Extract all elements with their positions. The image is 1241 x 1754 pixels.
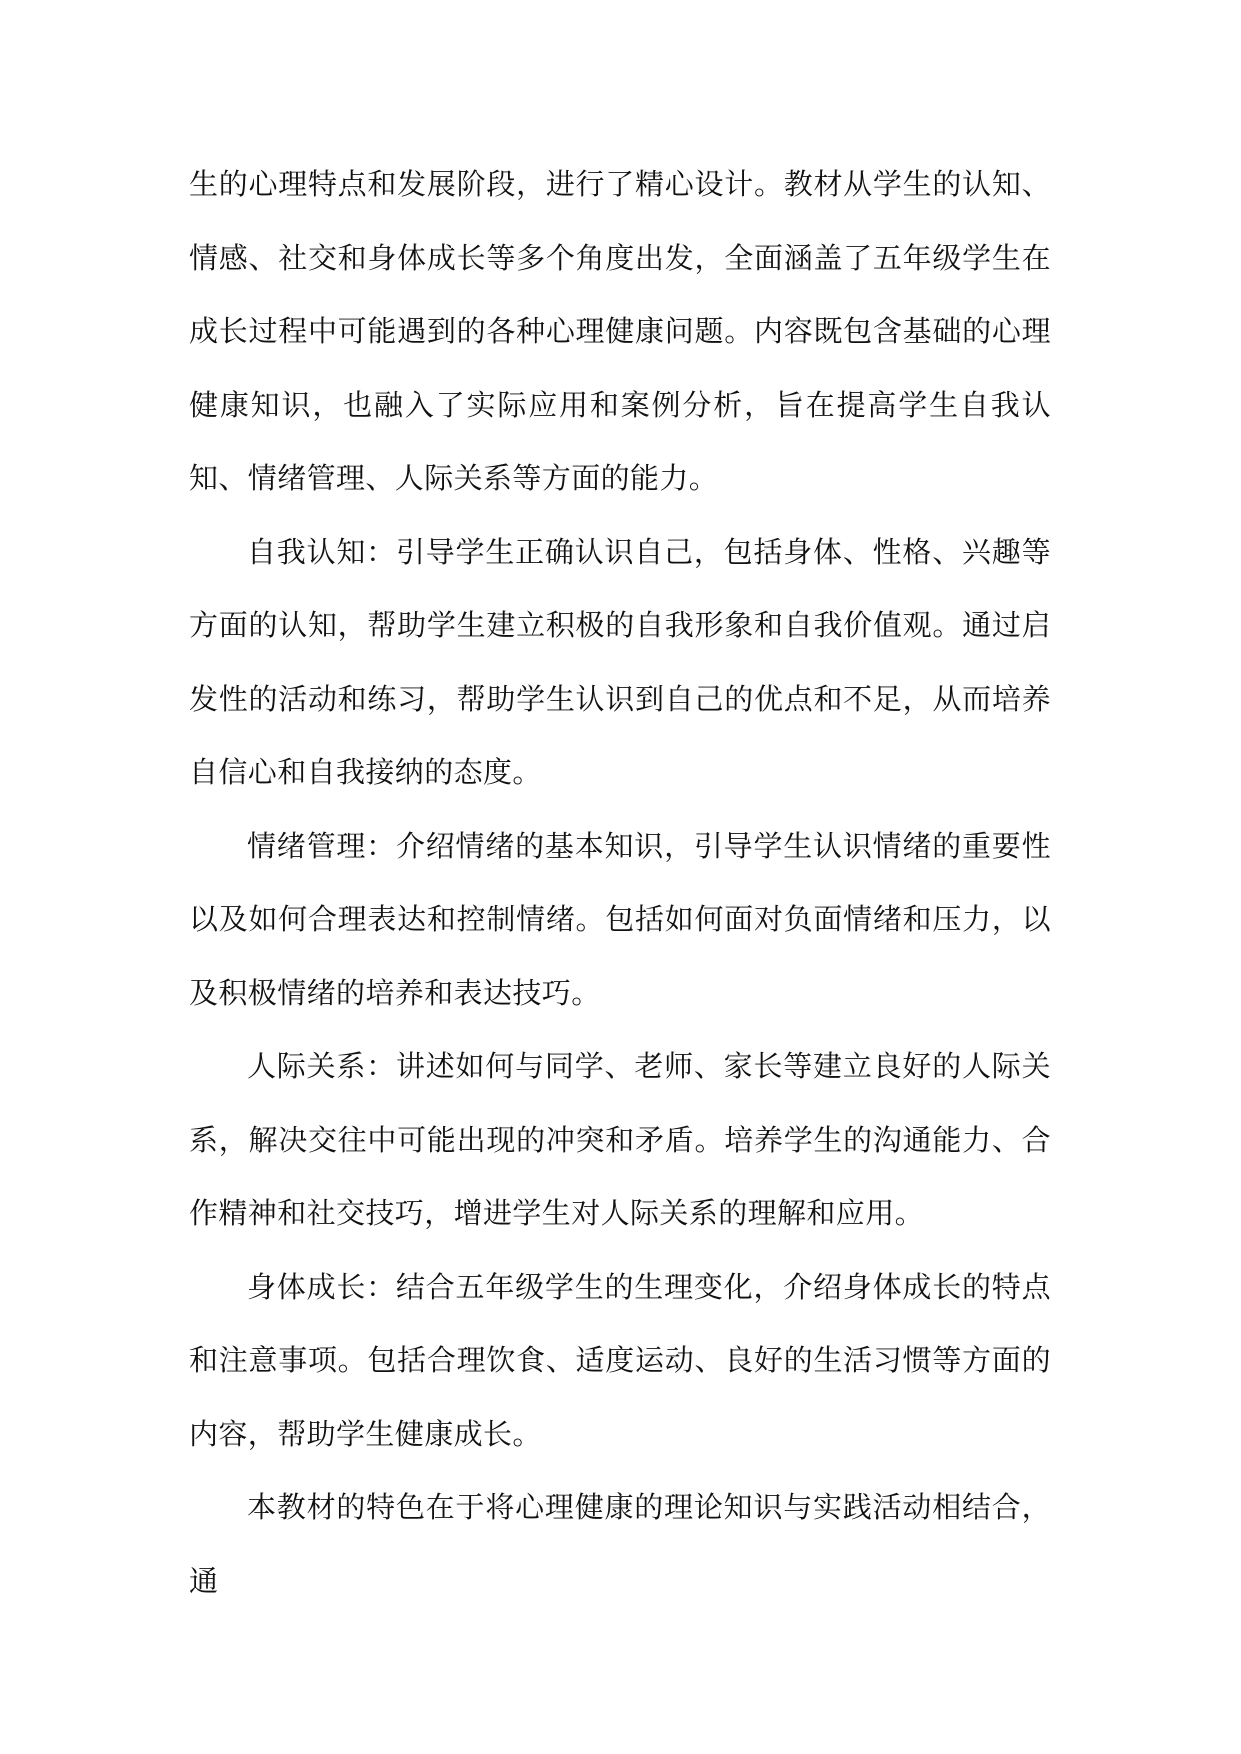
- paragraph-textbook-features: 本教材的特色在于将心理健康的理论知识与实践活动相结合，通: [189, 1490, 1051, 1598]
- paragraph-self-awareness: 自我认知：引导学生正确认识自己，包括身体、性格、兴趣等方面的认知，帮助学生建立积极的自我形象和自我价值观。通过启发性的活动和练习，帮助学生认识到自己的优点和不足，从而培养自信心和自我接纳的态度。: [189, 534, 1051, 789]
- paragraph-physical-growth: 身体成长：结合五年级学生的生理变化，介绍身体成长的特点和注意事项。包括合理饮食、适度运动、良好的生活习惯等方面的内容，帮助学生健康成长。: [189, 1269, 1051, 1451]
- paragraph-textbook-design: 生的心理特点和发展阶段，进行了精心设计。教材从学生的认知、情感、社交和身体成长等多个角度出发，全面涵盖了五年级学生在成长过程中可能遇到的各种心理健康问题。内容既包含基础的心理健康知识，也融入了实际应用和案例分析，旨在提高学生自我认知、情绪管理、人际关系等方面的能力。: [189, 167, 1051, 495]
- paragraph-emotion-management: 情绪管理：介绍情绪的基本知识，引导学生认识情绪的重要性以及如何合理表达和控制情绪。包括如何面对负面情绪和压力，以及积极情绪的培养和表达技巧。: [189, 828, 1051, 1010]
- paragraph-interpersonal-relations: 人际关系：讲述如何与同学、老师、家长等建立良好的人际关系，解决交往中可能出现的冲突和矛盾。培养学生的沟通能力、合作精神和社交技巧，增进学生对人际关系的理解和应用。: [189, 1049, 1051, 1230]
- document-body: [189, 148, 1051, 1618]
